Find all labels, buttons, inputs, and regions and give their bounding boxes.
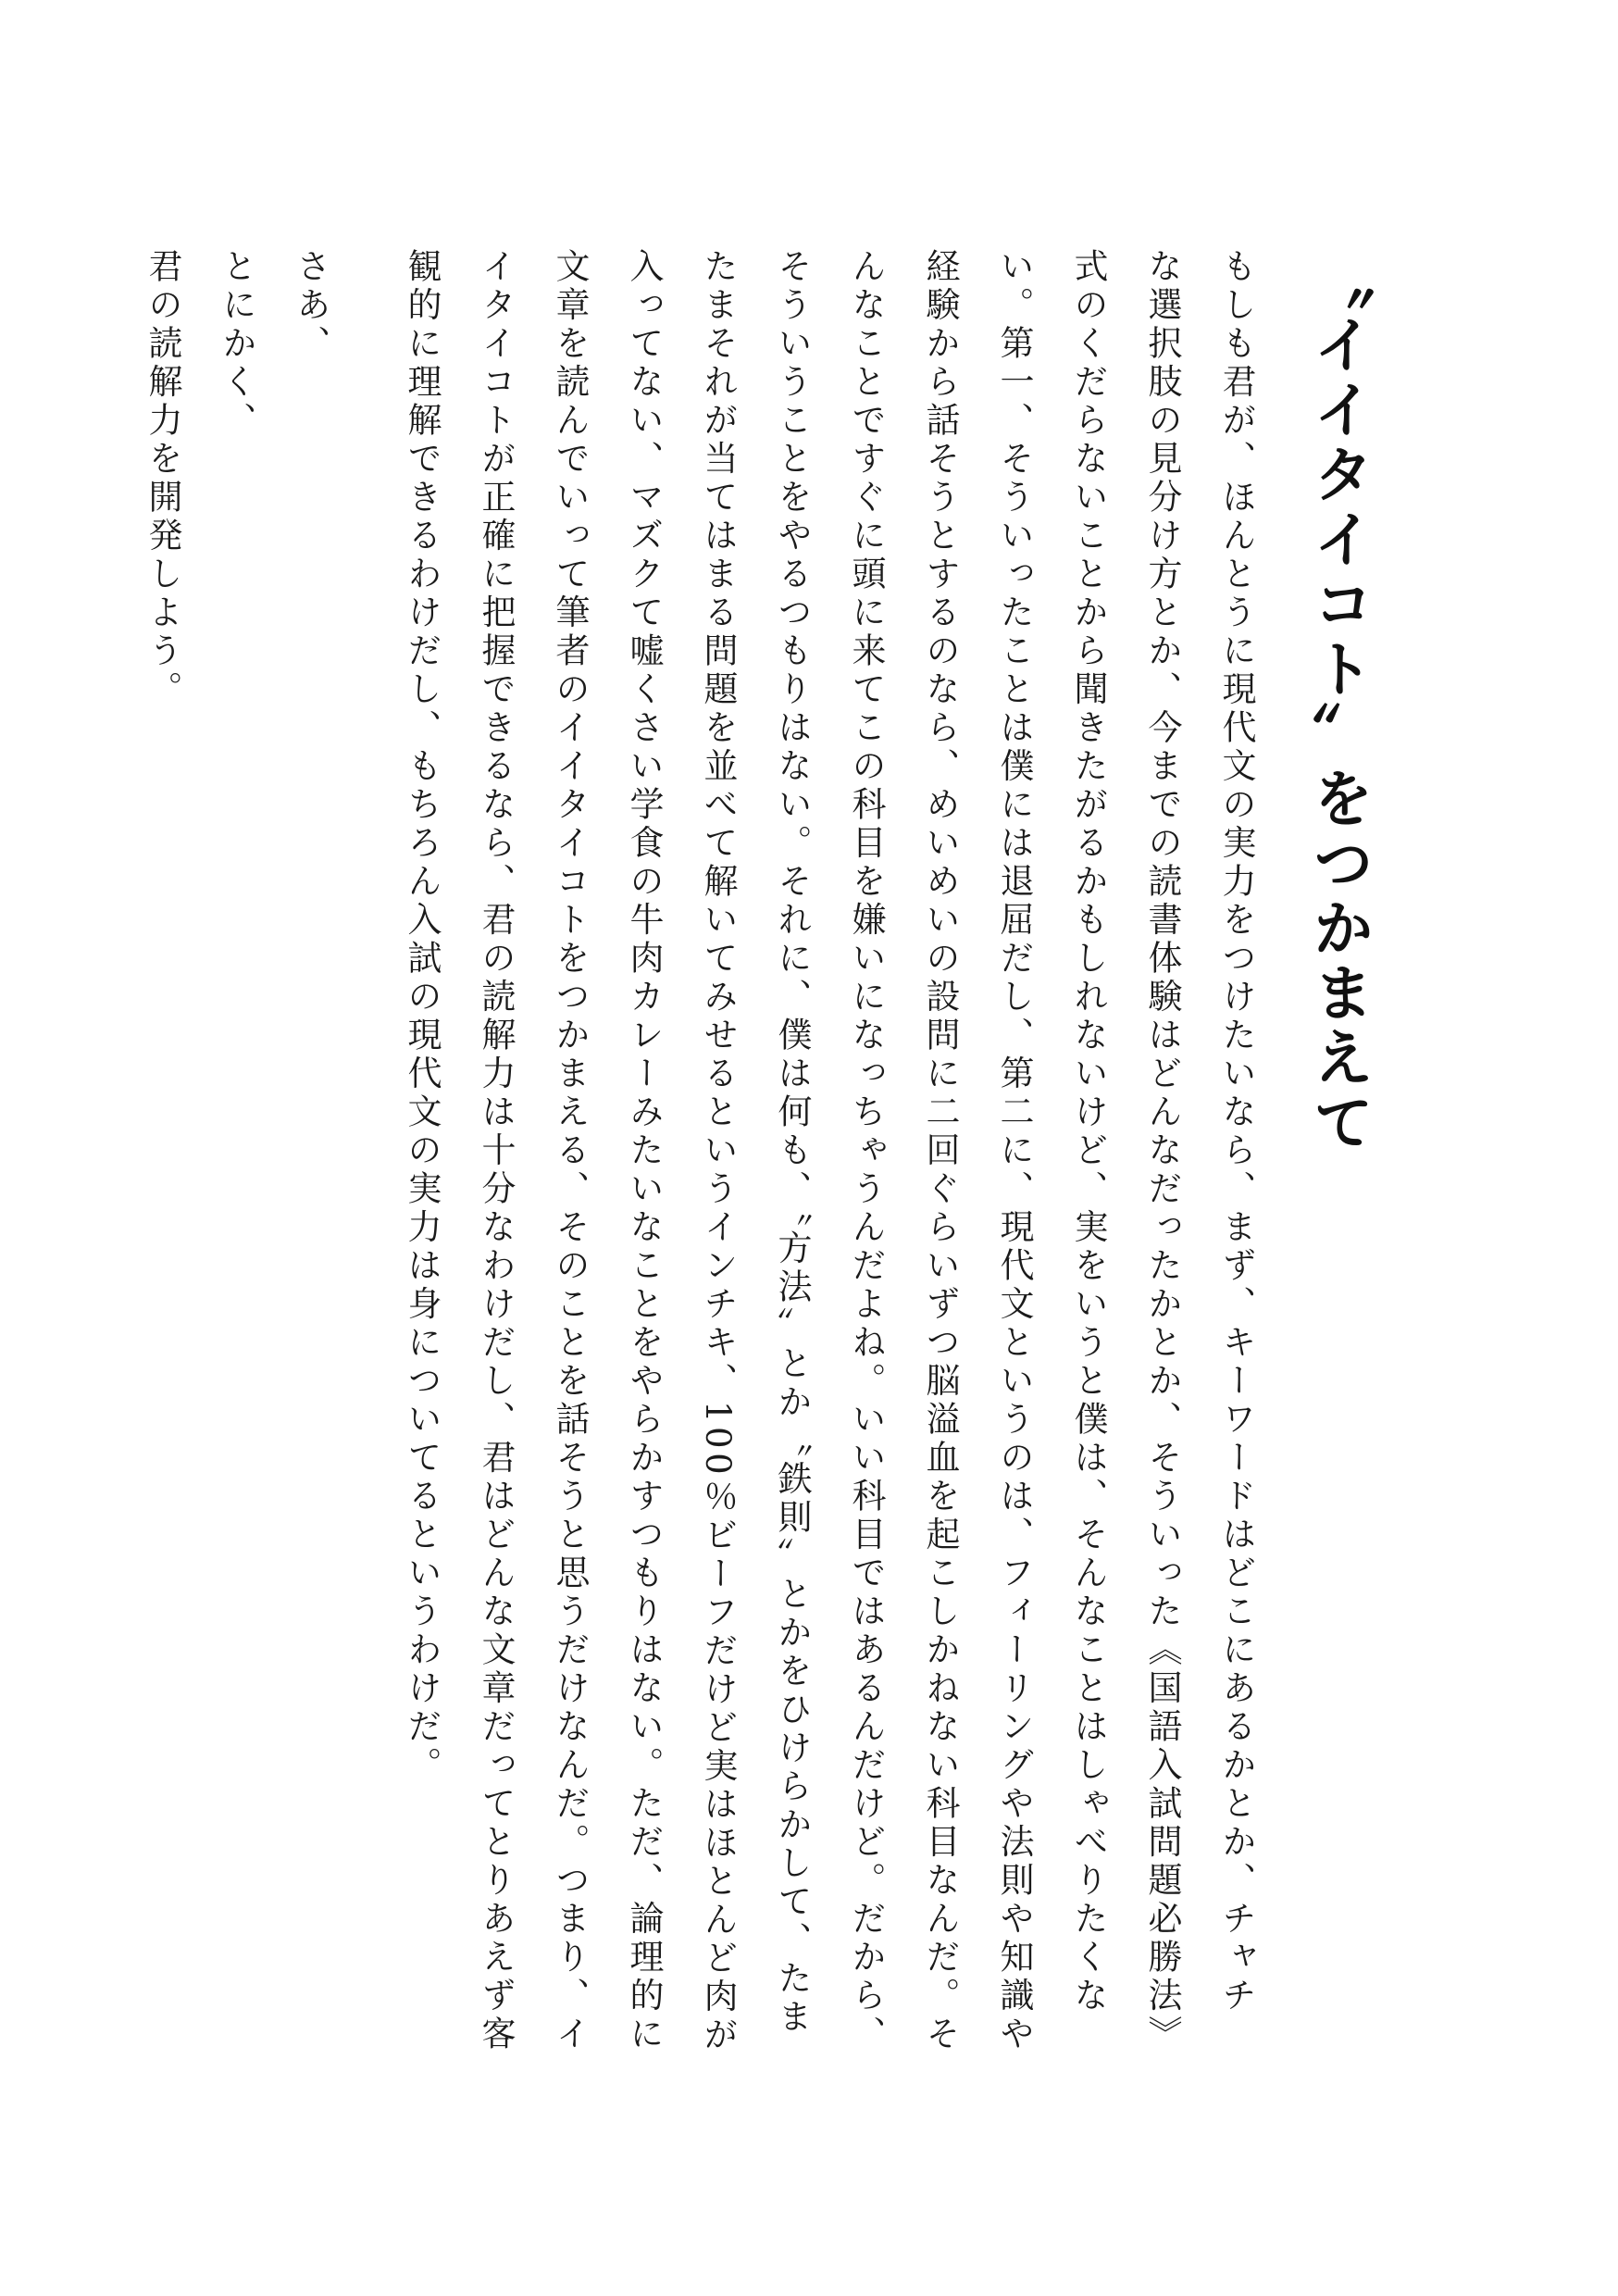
closing-line: とにかく、 bbox=[217, 248, 256, 441]
closing-line: 君の読解力を開発しよう。 bbox=[143, 248, 182, 709]
text-line: もしも君が、ほんとうに現代文の実力をつけたいなら、まず、キーワードはどこにあるかとか、チャチ bbox=[1216, 248, 1256, 2015]
closing-line: さあ、 bbox=[291, 248, 330, 364]
text-line: たまそれが当てはまる問題を並べて解いてみせるというインチキ、100％ビーフだけど実はほとんど肉が bbox=[698, 248, 738, 2055]
text-line: イタイコトが正確に把握できるなら、君の読解力は十分なわけだし、君はどんな文章だってとりあえず客 bbox=[476, 248, 516, 2054]
text-line: い。第一、そういったことは僕には退屈だし、第二に、現代文というのは、フィーリングや法則や知識や bbox=[994, 248, 1034, 2054]
page-title: 〝イイタイコト〟をつかまえて bbox=[1302, 248, 1374, 1155]
body-text bbox=[143, 248, 1273, 2055]
text-line: んなことですぐに頭に来てこの科目を嫌いになっちゃうんだよね。いい科目ではあるんだけど。だから、 bbox=[846, 248, 886, 2054]
text-line: 経験から話そうとするのなら、めいめいの設問に二回ぐらいずつ脳溢血を起こしかねない科目なんだ。そ bbox=[920, 248, 960, 2054]
text-line: な選択肢の見分け方とか、今までの読書体験はどんなだったかとか、そういった《国語入試問題必勝法》 bbox=[1142, 248, 1182, 2054]
text-line: 文章を読んでいって筆者のイイタイコトをつかまえる、そのことを話そうと思うだけなんだ。つまり、イ bbox=[550, 248, 590, 2054]
text-line: 式のくだらないことから聞きたがるかもしれないけど、実をいうと僕は、そんなことはしゃべりたくな bbox=[1068, 248, 1108, 2015]
text-line: 入ってない、マズクて嘘くさい学食の牛肉カレーみたいなことをやらかすつもりはない。ただ、論理的に bbox=[624, 248, 664, 2054]
text-line: 観的に理解できるわけだし、もちろん入試の現代文の実力は身についてるというわけだ。 bbox=[402, 248, 442, 1785]
text-line: そういうことをやるつもりはない。それに、僕は何も、〝方法〟とか〝鉄則〟とかをひけらかして、たま bbox=[772, 248, 812, 2037]
